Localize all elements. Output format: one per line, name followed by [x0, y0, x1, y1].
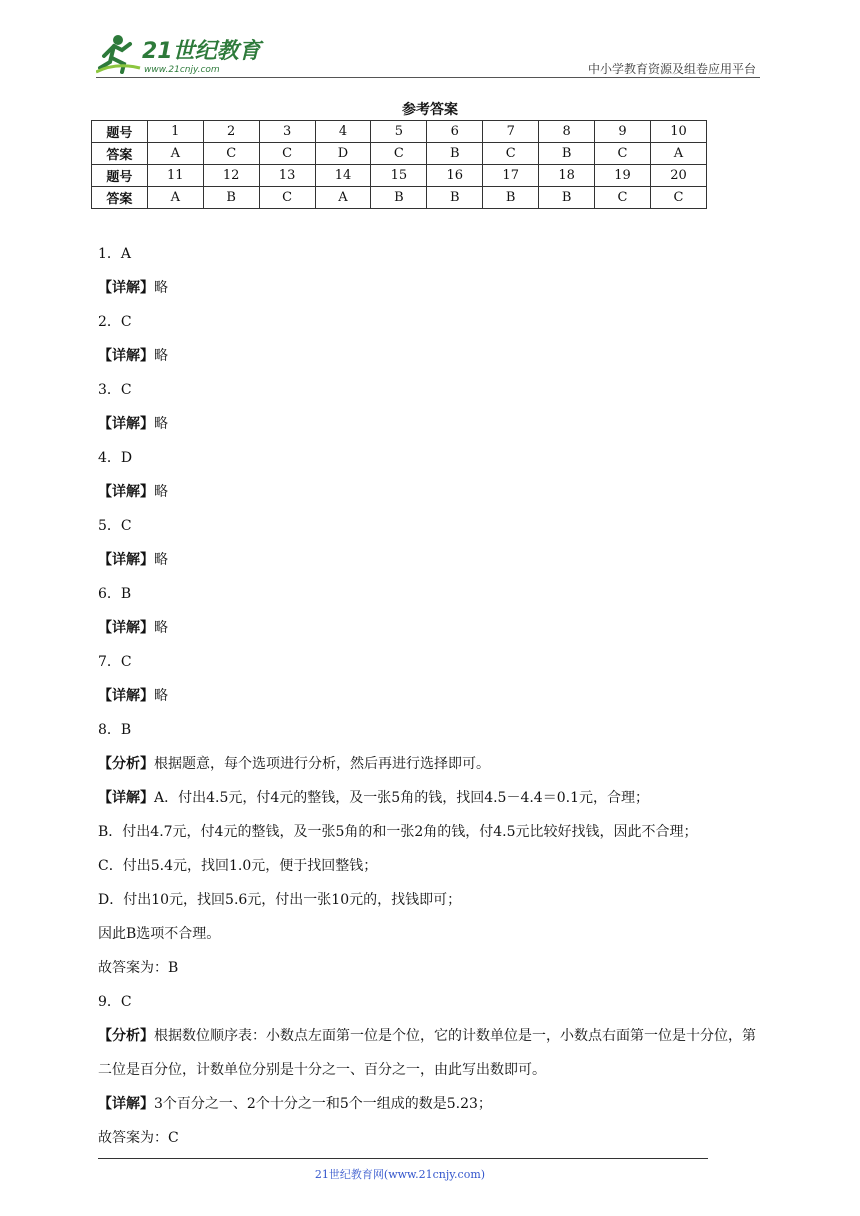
table-cell: 2 [203, 121, 259, 143]
text-line [98, 346, 768, 380]
text-line [98, 380, 768, 414]
table-cell: 10 [650, 121, 706, 143]
row-label: 答案 [92, 187, 148, 209]
logo-url: www.21cnjy.com [144, 65, 220, 75]
table-cell: 3 [259, 121, 315, 143]
text-line [98, 652, 768, 686]
text-line [98, 1094, 768, 1128]
line-text: 故答案为：C [98, 1130, 179, 1146]
line-text: 3．C [98, 382, 132, 398]
table-cell: C [259, 143, 315, 165]
line-text: 略 [154, 280, 168, 296]
table-cell: A [650, 143, 706, 165]
line-text: 8．B [98, 722, 132, 738]
table-cell: A [315, 187, 371, 209]
site-logo [96, 32, 286, 76]
table-cell: 14 [315, 165, 371, 187]
line-text: 略 [154, 552, 168, 568]
row-label: 答案 [92, 143, 148, 165]
section-tag: 【详解】 [98, 416, 154, 432]
line-text: 略 [154, 348, 168, 364]
text-line [98, 754, 768, 788]
explanations [98, 244, 768, 1162]
section-tag: 【分析】 [98, 1028, 154, 1044]
table-cell: 1 [147, 121, 203, 143]
text-line [98, 516, 768, 550]
text-line [98, 618, 768, 652]
text-line [98, 856, 768, 890]
table-cell: A [147, 143, 203, 165]
section-tag: 【详解】 [98, 688, 154, 704]
answer-table [91, 120, 707, 209]
text-line [98, 890, 768, 924]
section-tag: 【详解】 [98, 348, 154, 364]
text-line [98, 244, 768, 278]
line-text: 2．C [98, 314, 132, 330]
text-line [98, 414, 768, 448]
text-line [98, 720, 768, 754]
platform-name: 中小学教育资源及组卷应用平台 [587, 62, 756, 76]
line-text: 根据题意，每个选项进行分析，然后再进行选择即可。 [154, 756, 490, 772]
footer-divider [98, 1158, 708, 1159]
line-text: C．付出5.4元，找回1.0元，便于找回整钱； [98, 858, 378, 874]
table-cell: 15 [371, 165, 427, 187]
table-cell: B [427, 143, 483, 165]
table-cell: C [371, 143, 427, 165]
line-text: D．付出10元，找回5.6元，付出一张10元的，找钱即可； [98, 892, 462, 908]
table-cell: 19 [595, 165, 651, 187]
table-cell: C [483, 143, 539, 165]
line-text: 1．A [98, 246, 132, 262]
text-line [98, 482, 768, 516]
footer-link[interactable]: 21世纪教育网(www.21cnjy.com) [314, 1168, 486, 1181]
line-text: 根据数位顺序表：小数点左面第一位是个位，它的计数单位是一，小数点右面第一位是十分位，第二位是百分位，计数单位分别是十分之一、百分之一，由此写出数即可。 [98, 1028, 756, 1078]
text-line [98, 1019, 768, 1087]
logo-text: 21世纪教育 [142, 39, 261, 64]
header-divider [96, 77, 760, 78]
table-cell: C [650, 187, 706, 209]
line-text: 9．C [98, 994, 132, 1010]
page-header [96, 28, 756, 78]
table-cell: B [539, 187, 595, 209]
table-cell: 5 [371, 121, 427, 143]
section-tag: 【详解】 [98, 1096, 154, 1112]
text-line [98, 584, 768, 618]
line-text: A．付出4.5元，付4元的整钱，及一张5角的钱，找回4.5－4.4＝0.1元，合理； [154, 790, 649, 806]
text-line [98, 550, 768, 584]
table-cell: C [259, 187, 315, 209]
answer-title: 参考答案 [402, 102, 458, 118]
line-text: 5．C [98, 518, 132, 534]
table-cell: 9 [595, 121, 651, 143]
table-cell: 17 [483, 165, 539, 187]
table-cell: 12 [203, 165, 259, 187]
row-label: 题号 [92, 165, 148, 187]
table-cell: A [147, 187, 203, 209]
table-row [92, 143, 707, 165]
table-cell: 7 [483, 121, 539, 143]
table-cell: 11 [147, 165, 203, 187]
line-text: 略 [154, 620, 168, 636]
table-cell: B [539, 143, 595, 165]
table-cell: 13 [259, 165, 315, 187]
section-tag: 【详解】 [98, 552, 154, 568]
table-cell: B [427, 187, 483, 209]
text-line [98, 958, 768, 992]
section-tag: 【详解】 [98, 790, 154, 806]
table-cell: 20 [650, 165, 706, 187]
table-cell: B [371, 187, 427, 209]
line-text: 略 [154, 484, 168, 500]
line-text: 故答案为：B [98, 960, 179, 976]
line-text: 3个百分之一、2个十分之一和5个一组成的数是5.23； [154, 1096, 492, 1112]
table-cell: B [483, 187, 539, 209]
table-cell: C [595, 143, 651, 165]
table-cell: B [203, 187, 259, 209]
section-tag: 【分析】 [98, 756, 154, 772]
row-label: 题号 [92, 121, 148, 143]
table-cell: C [203, 143, 259, 165]
text-line [98, 924, 768, 958]
text-line [98, 1128, 768, 1162]
runner-logo-icon [96, 32, 286, 76]
text-line [98, 788, 768, 822]
table-cell: 8 [539, 121, 595, 143]
line-text: 4．D [98, 450, 133, 466]
section-tag: 【详解】 [98, 280, 154, 296]
line-text: 略 [154, 416, 168, 432]
line-text: 略 [154, 688, 168, 704]
text-line [98, 278, 768, 312]
line-text: 7．C [98, 654, 132, 670]
table-row [92, 187, 707, 209]
table-cell: D [315, 143, 371, 165]
text-line [98, 822, 768, 856]
line-text: B．付出4.7元，付4元的整钱，及一张5角的和一张2角的钱，付4.5元比较好找钱，因此不合理； [98, 824, 698, 840]
table-cell: 4 [315, 121, 371, 143]
table-cell: 16 [427, 165, 483, 187]
line-text: 6．B [98, 586, 132, 602]
table-cell: 6 [427, 121, 483, 143]
table-row [92, 165, 707, 187]
text-line [98, 312, 768, 346]
section-tag: 【详解】 [98, 484, 154, 500]
line-text: 因此B选项不合理。 [98, 926, 221, 942]
table-row [92, 121, 707, 143]
table-cell: 18 [539, 165, 595, 187]
text-line [98, 448, 768, 482]
table-cell: C [595, 187, 651, 209]
text-line [98, 686, 768, 720]
section-tag: 【详解】 [98, 620, 154, 636]
